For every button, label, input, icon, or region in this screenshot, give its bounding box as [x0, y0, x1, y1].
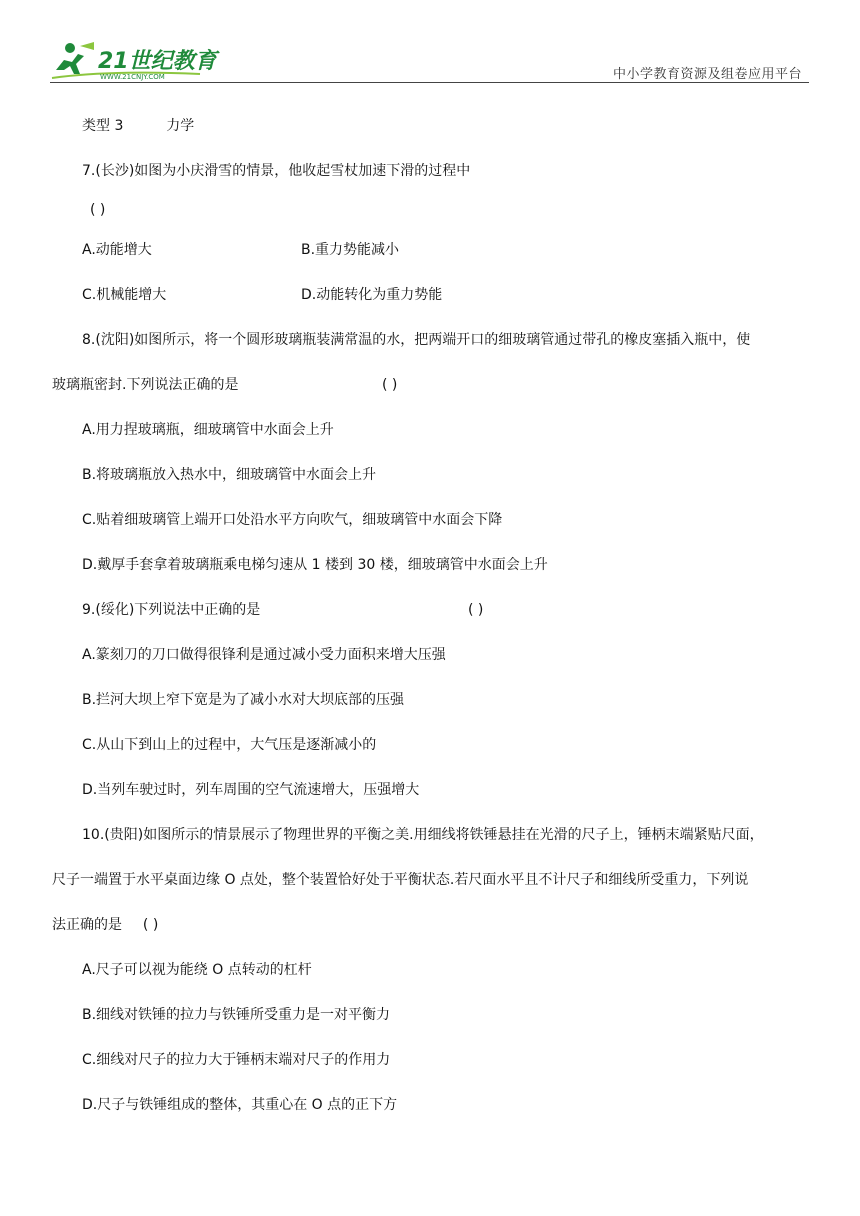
q8-option-d: D.戴厚手套拿着玻璃瓶乘电梯匀速从 1 楼到 30 楼，细玻璃管中水面会上升	[82, 557, 548, 573]
section-label: 类型 3	[82, 118, 124, 134]
q9-answer-bracket: ( )	[468, 602, 484, 618]
q9-option-b: B.拦河大坝上窄下宽是为了减小水对大坝底部的压强	[82, 692, 405, 708]
platform-name: 中小学教育资源及组卷应用平台	[612, 67, 802, 82]
q8-answer-bracket: ( )	[382, 377, 398, 393]
section-heading	[82, 116, 194, 136]
q8-stem-line-2: 玻璃瓶密封.下列说法正确的是	[52, 377, 239, 393]
q10-answer-bracket: ( )	[142, 917, 159, 933]
header-divider	[50, 82, 809, 83]
section-title: 力学	[166, 118, 195, 134]
q7-answer-bracket: ( )	[90, 202, 106, 218]
q10-option-b: B.细线对铁锤的拉力与铁锤所受重力是一对平衡力	[82, 1007, 391, 1023]
q9-option-d: D.当列车驶过时，列车周围的空气流速增大，压强增大	[82, 782, 420, 798]
q7-stem: 7.(长沙)如图为小庆滑雪的情景，他收起雪杖加速下滑的过程中	[82, 163, 471, 179]
q9-option-c: C.从山下到山上的过程中，大气压是逐渐减小的	[82, 737, 377, 753]
q9-option-a: A.篆刻刀的刀口做得很锋利是通过减小受力面积来增大压强	[82, 647, 446, 663]
q7-option-c: C.机械能增大	[82, 287, 167, 303]
page-header	[0, 0, 860, 90]
runner-logo-icon	[50, 40, 220, 82]
q7-option-a: A.动能增大	[82, 242, 152, 258]
q10-stem-line-2: 尺子一端置于水平桌面边缘 O 点处，整个装置恰好处于平衡状态.若尺面水平且不计尺子和细线所受重力，下列说	[52, 872, 749, 888]
q10-stem-line-3-text: 法正确的是	[52, 917, 122, 933]
q10-option-a: A.尺子可以视为能绕 O 点转动的杠杆	[82, 962, 312, 978]
q10-option-c: C.细线对尺子的拉力大于锤柄末端对尺子的作用力	[82, 1052, 391, 1068]
q9-stem: 9.(绥化)下列说法中正确的是	[82, 602, 261, 618]
q8-option-b: B.将玻璃瓶放入热水中，细玻璃管中水面会上升	[82, 467, 377, 483]
q10-stem-line-1: 10.(贵阳)如图所示的情景展示了物理世界的平衡之美.用细线将铁锤悬挂在光滑的尺子上，锤柄末端紧贴尺面，	[82, 827, 764, 843]
q10-option-d: D.尺子与铁锤组成的整体，其重心在 O 点的正下方	[82, 1097, 398, 1113]
q10-stem-line-3	[52, 915, 158, 935]
q7-option-b: B.重力势能减小	[301, 242, 400, 258]
q7-option-d: D.动能转化为重力势能	[301, 287, 443, 303]
q8-option-c: C.贴着细玻璃管上端开口处沿水平方向吹气，细玻璃管中水面会下降	[82, 512, 503, 528]
q8-stem-line-1: 8.(沈阳)如图所示，将一个圆形玻璃瓶装满常温的水，把两端开口的细玻璃管通过带孔的橡皮塞插入瓶中，使	[82, 332, 751, 348]
brand-logo	[50, 40, 220, 82]
logo-url-text: WWW.21CNJY.COM	[100, 73, 165, 81]
logo-text: 21世纪教育	[98, 49, 217, 74]
q8-option-a: A.用力捏玻璃瓶，细玻璃管中水面会上升	[82, 422, 334, 438]
